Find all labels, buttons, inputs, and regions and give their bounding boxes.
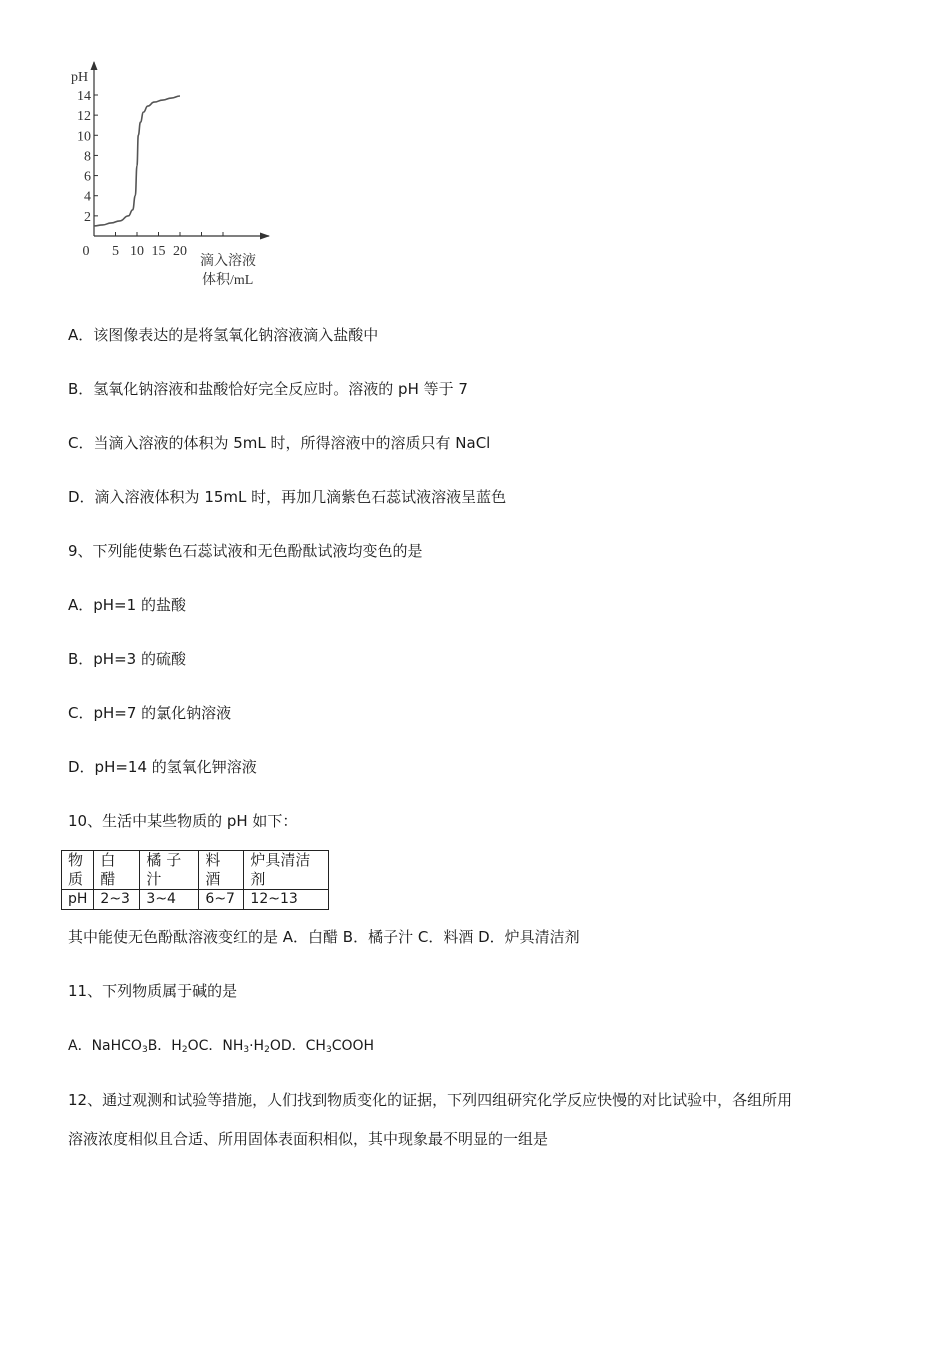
q9-option-c: C．pH=7 的氯化钠溶液 xyxy=(68,704,232,722)
q8-option-d: D．滴入溶液体积为 15mL 时，再加几滴紫色石蕊试液溶液呈蓝色 xyxy=(68,488,507,506)
q8-option-b: B．氢氧化钠溶液和盐酸恰好完全反应时。溶液的 pH 等于 7 xyxy=(68,380,468,398)
y-tick-label: 6 xyxy=(84,169,91,185)
q9-option-b: B．pH=3 的硫酸 xyxy=(68,650,186,668)
y-axis-arrow xyxy=(91,61,98,70)
q11-option-a: A．NaHCO$_3$ xyxy=(68,1038,148,1055)
q10-stem: 10、生活中某些物质的 pH 如下： xyxy=(68,812,298,830)
ph-titration-chart xyxy=(62,58,282,298)
table-cell-substance: 物 质 xyxy=(62,851,94,890)
ph-chart-svg xyxy=(62,58,282,298)
chart-series xyxy=(94,96,180,226)
table-cell-orange-juice: 橘 子 汁 xyxy=(140,851,199,890)
q9-option-d: D．pH=14 的氢氧化钾溶液 xyxy=(68,758,257,776)
q11-option-b: B．$H_2O$ xyxy=(147,1038,199,1055)
table-cell-ph-label: pH xyxy=(62,890,94,910)
table-cell-cooking-wine-ph: 6~7 xyxy=(199,890,244,910)
q8-option-c: C．当滴入溶液的体积为 5mL 时，所得溶液中的溶质只有 NaCl xyxy=(68,434,491,452)
x-tick-label: 10 xyxy=(130,244,144,259)
x-axis-arrow xyxy=(260,233,270,240)
x-axis-label-line-1: 滴入溶液 xyxy=(200,254,256,269)
ph-table-value-row xyxy=(62,890,329,910)
y-tick-label: 2 xyxy=(84,209,91,225)
table-cell-stove-cleaner-ph: 12~13 xyxy=(244,890,329,910)
x-tick-label: 15 xyxy=(151,244,166,259)
q9-option-a: A．pH=1 的盐酸 xyxy=(68,596,186,614)
x-tick-label: 5 xyxy=(112,244,119,259)
table-cell-orange-juice-ph: 3~4 xyxy=(140,890,199,910)
q11-stem: 11、下列物质属于碱的是 xyxy=(68,982,238,1000)
x-tick-label: 20 xyxy=(173,244,187,259)
q10-answer-line: 其中能使无色酚酞溶液变红的是 A．白醋 B．橘子汁 C．料酒 D．炉具清洁剂 xyxy=(68,928,580,946)
q11-options xyxy=(68,1036,374,1056)
q12-stem-line-2: 溶液浓度相似且合适、所用固体表面积相似，其中现象最不明显的一组是 xyxy=(68,1130,549,1148)
q12-stem-line-1: 12、通过观测和试验等措施，人们找到物质变化的证据，下列四组研究化学反应快慢的对比试验中，各组所用 xyxy=(68,1091,793,1109)
table-cell-vinegar-ph: 2~3 xyxy=(94,890,140,910)
ph-curve xyxy=(94,96,180,226)
table-cell-cooking-wine: 料 酒 xyxy=(199,851,244,890)
q11-option-c: C．$NH_3\cdot H_2O$ xyxy=(198,1038,281,1055)
table-cell-vinegar: 白 醋 xyxy=(94,851,140,890)
y-tick-label: 8 xyxy=(84,149,91,165)
x-tick-label: 0 xyxy=(82,244,90,259)
q8-option-a: A．该图像表达的是将氢氧化钠溶液滴入盐酸中 xyxy=(68,326,379,344)
y-tick-label: 10 xyxy=(77,129,91,145)
y-tick-label: 14 xyxy=(77,89,91,104)
chart-labels xyxy=(71,70,256,288)
x-axis-label-line-2: 体积/mL xyxy=(202,273,254,288)
chart-axes xyxy=(91,61,271,240)
ph-table-header-row xyxy=(62,851,329,890)
y-tick-label: 12 xyxy=(77,109,91,125)
chart-ticks xyxy=(94,95,223,236)
q9-stem: 9、下列能使紫色石蕊试液和无色酚酞试液均变色的是 xyxy=(68,542,423,560)
y-tick-label: 4 xyxy=(84,189,91,205)
table-cell-stove-cleaner: 炉具清洁 剂 xyxy=(244,851,329,890)
q11-option-d: D．$CH_3COOH$ xyxy=(280,1038,375,1055)
y-axis-label: pH xyxy=(71,70,89,85)
ph-table xyxy=(61,850,329,910)
